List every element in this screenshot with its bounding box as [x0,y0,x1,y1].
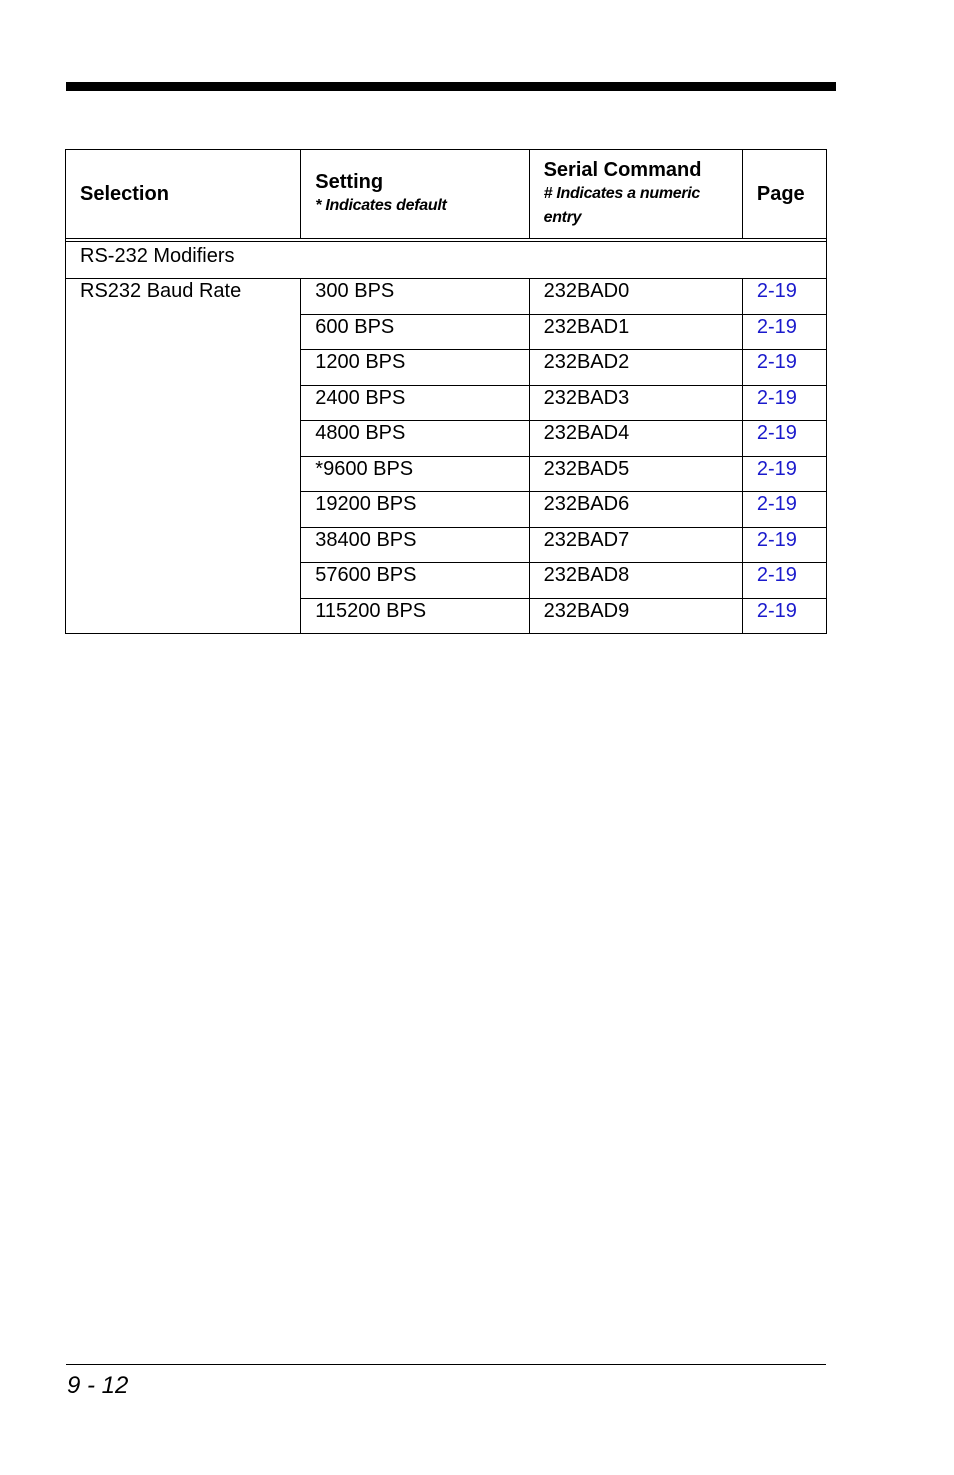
header-selection: Selection [66,150,301,239]
setting-cell: *9600 BPS [301,456,529,492]
page-cell [742,563,826,599]
page-cell [742,456,826,492]
serial-command-cell: 232BAD2 [529,350,742,386]
page-cell [742,598,826,634]
setting-cell: 115200 BPS [301,598,529,634]
setting-cell: 19200 BPS [301,492,529,528]
top-rule [66,82,836,91]
serial-command-cell: 232BAD3 [529,385,742,421]
header-serial-command [529,150,742,239]
page-cell [742,279,826,315]
page-link[interactable]: 2-19 [756,599,797,622]
setting-cell: 38400 BPS [301,527,529,563]
page-cell [742,385,826,421]
page-link[interactable]: 2-19 [756,493,797,515]
setting-cell: 4800 BPS [301,421,529,457]
setting-cell: 2400 BPS [301,385,529,421]
serial-command-cell: 232BAD6 [529,492,742,528]
page-cell [742,350,826,386]
setting-cell: 57600 BPS [301,563,529,599]
table-body [66,279,827,634]
header-serial-command-note: # Indicates a numeric entry [543,185,701,226]
header-setting-label: Setting [315,171,384,193]
header-setting [301,150,529,239]
page-link[interactable]: 2-19 [756,422,797,444]
setting-cell: 600 BPS [301,314,529,350]
header-setting-note: * Indicates default [315,197,447,214]
page-number: 9 - 12 [67,1372,129,1399]
serial-command-table [65,149,827,634]
page-link[interactable]: 2-19 [756,528,797,551]
bottom-rule [66,1364,826,1365]
serial-command-cell: 232BAD0 [529,279,742,315]
serial-command-cell: 232BAD4 [529,421,742,457]
page-cell [742,527,826,563]
section-row [66,242,827,279]
page-link[interactable]: 2-19 [756,386,797,409]
page-link[interactable]: 2-19 [756,351,797,373]
page-link[interactable]: 2-19 [756,280,797,302]
page-cell [742,314,826,350]
page-cell [742,421,826,457]
table-header-row [66,150,827,239]
page-link[interactable]: 2-19 [756,564,797,586]
serial-command-cell: 232BAD5 [529,456,742,492]
page-link[interactable]: 2-19 [756,457,797,480]
setting-cell: 1200 BPS [301,350,529,386]
header-serial-command-label: Serial Command [543,159,702,181]
serial-command-cell: 232BAD7 [529,527,742,563]
page-cell [742,492,826,528]
header-page: Page [742,150,826,239]
setting-cell: 300 BPS [301,279,529,315]
table-row [66,279,827,315]
serial-command-cell: 232BAD9 [529,598,742,634]
serial-command-cell: 232BAD8 [529,563,742,599]
page-link[interactable]: 2-19 [756,315,797,338]
section-title: RS-232 Modifiers [66,242,827,279]
serial-command-cell: 232BAD1 [529,314,742,350]
selection-cell: RS232 Baud Rate [66,279,301,634]
